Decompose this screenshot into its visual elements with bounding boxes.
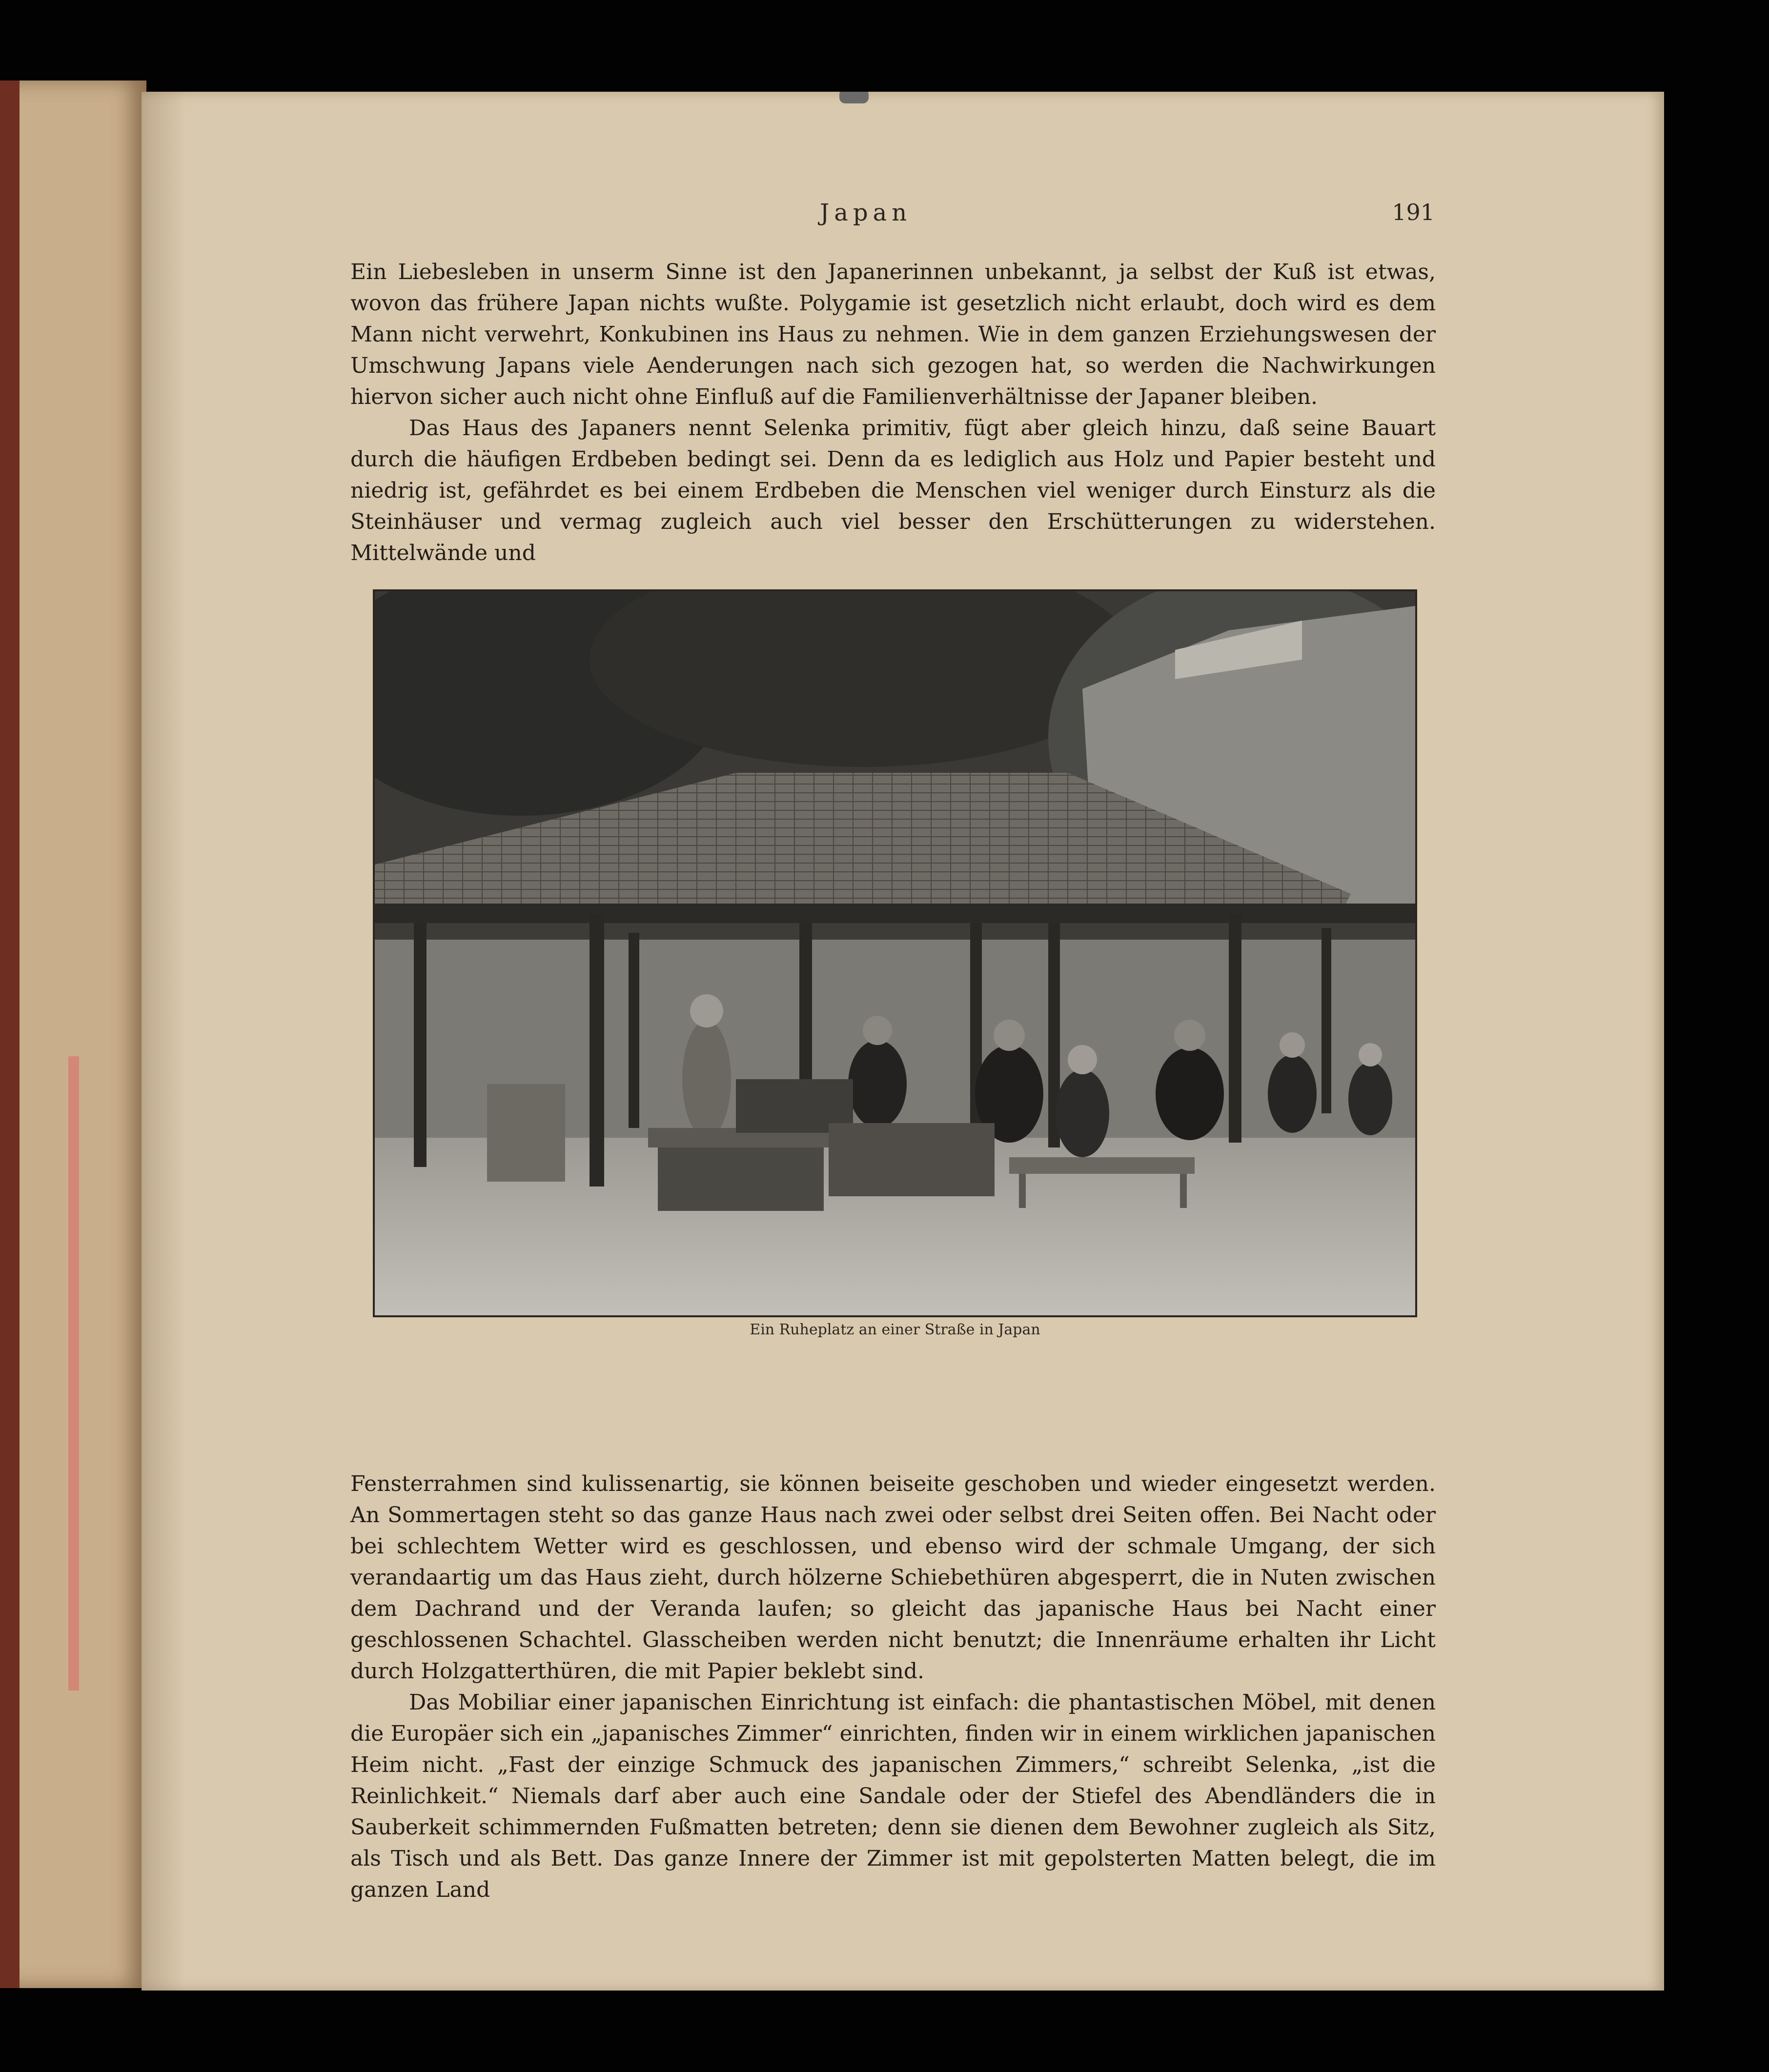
page-header (142, 199, 1664, 228)
running-head: Japan (820, 199, 912, 226)
body-text-bottom (350, 1469, 1436, 1906)
rest-stop-pavilion-photo (375, 591, 1415, 1315)
page-number: 191 (1392, 199, 1435, 225)
figure-caption: Ein Ruheplatz an einer Straße in Japan (750, 1321, 1040, 1338)
body-text-top (350, 257, 1436, 569)
ink-stain (68, 1056, 79, 1690)
figure-photo (373, 589, 1417, 1317)
paragraph: Das Haus des Japaners nennt Selenka primitiv, fügt aber gleich hinzu, daß seine Bauart durch die häufigen Erdbeben bedingt sei. Denn da es lediglich aus Holz und Papier besteht und niedrig ist, gefährdet es bei einem Erdbeben die Menschen viel weniger durch Einsturz als die Steinhäuser und vermag zugleich auch viel besser den Erschütterungen zu widerstehen. Mittelwände und (350, 416, 1436, 565)
page-corner-mark (839, 92, 869, 103)
book-page (142, 92, 1664, 1991)
paragraph: Ein Liebesleben in unserm Sinne ist den Japanerinnen unbekannt, ja selbst der Kuß ist etwas, wovon das frühere Japan nichts wußte. Polygamie ist gesetzlich nicht erlaubt, doch wird es dem Mann nicht verwehrt, Konkubinen ins Haus zu nehmen. Wie in dem ganzen Erziehungswesen der Umschwung Japans viele Aenderungen nach sich gezogen hat, so werden die Nachwirkungen hiervon sicher auch nicht ohne Einfluß auf die Familienverhältnisse der Japaner bleiben. (350, 260, 1436, 409)
previous-page-edge (0, 80, 146, 1988)
paragraph: Fensterrahmen sind kulissenartig, sie können beiseite geschoben und wieder eingesetzt werden. An Sommertagen steht so das ganze Haus nach zwei oder selbst drei Seiten offen. Bei Nacht oder bei schlechtem Wetter wird es geschlossen, und ebenso wird der schmale Umgang, der sich verandaartig um das Haus zieht, durch hölzerne Schiebethüren abgesperrt, die in Nuten zwischen dem Dachrand und der Veranda laufen; so gleicht das japanische Haus bei Nacht einer geschlossenen Schachtel. Glasscheiben werden nicht benutzt; die Innenräume erhalten ihr Licht durch Holzgatterthüren, die mit Papier beklebt sind. (350, 1471, 1436, 1684)
paragraph: Das Mobiliar einer japanischen Einrichtung ist einfach: die phantastischen Möbel, mit denen die Europäer sich ein „japanisches Zimmer“ einrichten, finden wir in einem wirklichen japanischen Heim nicht. „Fast der einzige Schmuck des japanischen Zimmers,“ schreibt Selenka, „ist die Reinlichkeit.“ Niemals darf aber auch eine Sandale oder der Stiefel des Abendländers die in Sauberkeit schimmernden Fußmatten betreten; denn sie dienen dem Bewohner zugleich als Sitz, als Tisch und als Bett. Das ganze Innere der Zimmer ist mit gepolsterten Matten belegt, die im ganzen Land (350, 1690, 1436, 1902)
